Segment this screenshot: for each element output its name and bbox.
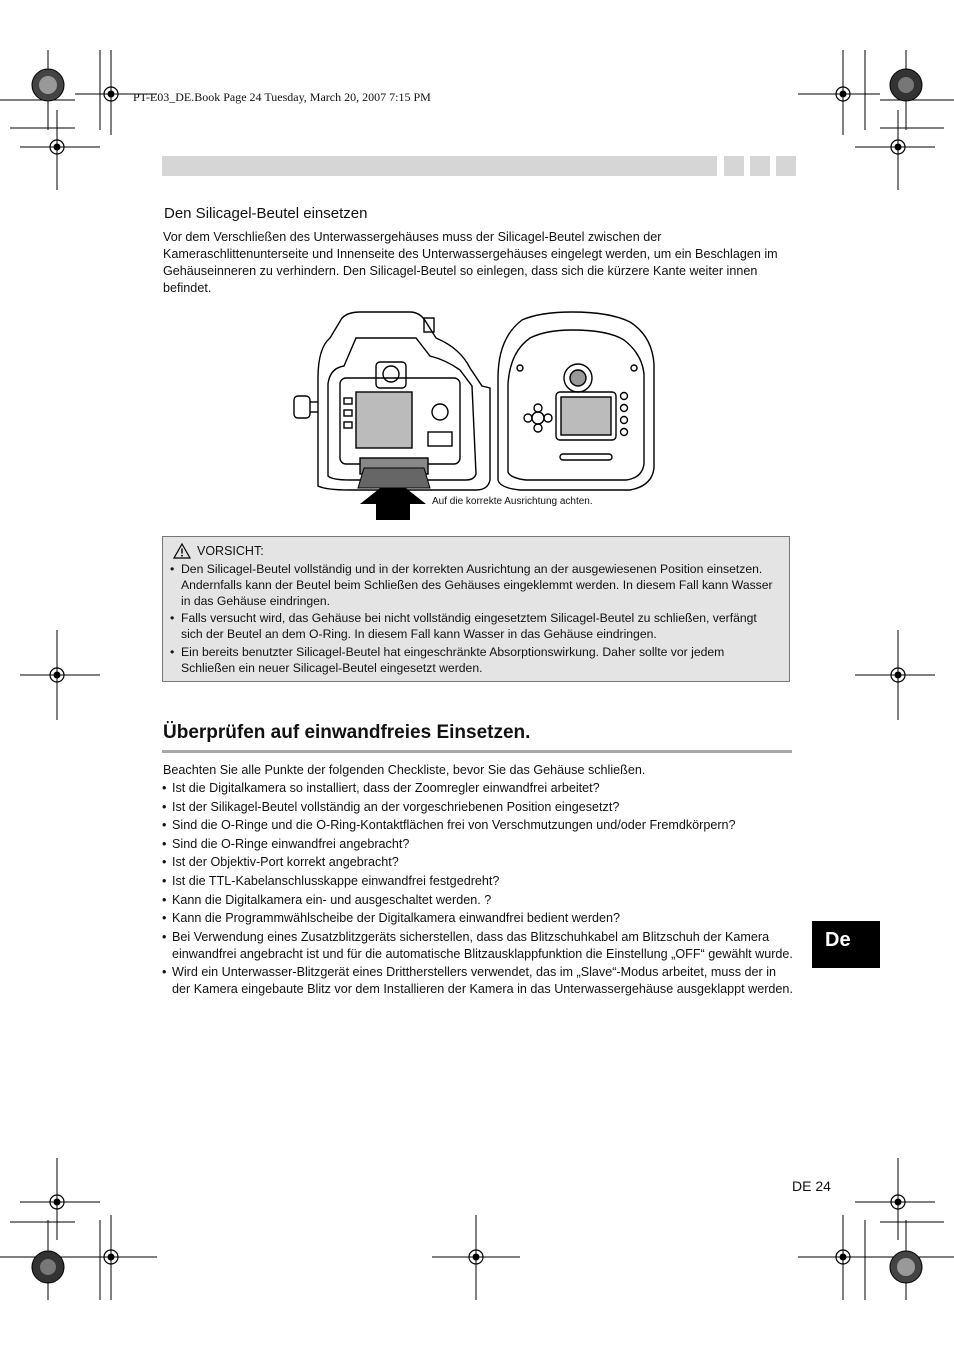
caution-item: • Falls versucht wird, das Gehäuse bei nicht vollständig eingesetztem Silicagel-Beutel zu schließen, verfängt sich der Beutel an dem O-Ring. In diesem Fall kann Wasser in das Gehäuse eindringen.: [169, 611, 781, 643]
print-header: PT-E03_DE.Book Page 24 Tuesday, March 20, 2007 7:15 PM: [133, 90, 431, 104]
checklist-item: • Sind die O-Ringe und die O-Ring-Kontaktflächen frei von Verschmutzungen und/oder Fremdkörpern?: [161, 817, 796, 834]
checklist-item: • Wird ein Unterwasser-Blitzgerät eines Drittherstellers verwendet, das im „Slave“-Modus arbeitet, muss der in der Kamera eingebaute Blitz vor dem Installieren der Kamera in das Unterwassergehäuse ausgeklappt werden.: [161, 964, 796, 998]
header-square-3: [776, 156, 796, 176]
checklist-intro: Beachten Sie alle Punkte der folgenden Checkliste, bevor Sie das Gehäuse schließen.: [163, 763, 646, 777]
checklist-item: • Kann die Digitalkamera ein- und ausgeschaltet werden. ?: [161, 892, 796, 909]
checklist-item: • Ist die Digitalkamera so installiert, dass der Zoomregler einwandfrei arbeitet?: [161, 780, 796, 797]
language-tab: De: [812, 921, 880, 968]
checklist-item: • Bei Verwendung eines Zusatzblitzgeräts sicherstellen, dass das Blitzschuhkabel am Blitzschuh der Kamera einwandfrei angebracht ist und für die automatische Blitzausklappfunktion die Einstellung „OFF“ gewählt wurde.: [161, 929, 796, 963]
header-bar: [162, 156, 717, 176]
caution-box: [162, 536, 790, 682]
checklist-item: • Kann die Programmwählscheibe der Digitalkamera einwandfrei bedient werden?: [161, 910, 796, 927]
checklist-item: • Ist der Objektiv-Port korrekt angebracht?: [161, 854, 796, 871]
figure-caption: Auf die korrekte Ausrichtung achten.: [432, 496, 593, 507]
checklist-item: • Ist der Silikagel-Beutel vollständig an der vorgeschriebenen Position eingesetzt?: [161, 799, 796, 816]
header-square-2: [750, 156, 770, 176]
intro-paragraph: Vor dem Verschließen des Unterwassergehäuses muss der Silicagel-Beutel zwischen der Kameraschlittenunterseite und Innenseite des Unterwassergehäuses eingelegt werden, um ein Beschlagen im Gehäuseinneren zu verhindern. Den Silicagel-Beutel so einlegen, dass sich die kürzere Kante weiter innen befindet.: [163, 230, 778, 295]
section-divider: [162, 750, 792, 753]
caution-item: • Den Silicagel-Beutel vollständig und in der korrekten Ausrichtung an der ausgewiesenen Position einsetzen. Andernfalls kann der Beutel beim Schließen des Gehäuses eingeklemmt werden. In diesem Fall kann Wasser in das Gehäuse eindringen.: [169, 562, 781, 609]
checklist-item: • Ist die TTL-Kabelanschlusskappe einwandfrei festgedreht?: [161, 873, 796, 890]
caution-title: VORSICHT:: [197, 544, 264, 558]
housing-illustration: [290, 308, 680, 520]
caution-list: [169, 562, 781, 679]
caution-item: • Ein bereits benutzter Silicagel-Beutel hat eingeschränkte Absorptionswirkung. Daher sollte vor jedem Schließen ein neuer Silicagel-Beutel eingesetzt werden.: [169, 645, 781, 677]
checklist-item: • Sind die O-Ringe einwandfrei angebracht?: [161, 836, 796, 853]
page-number: DE 24: [792, 1178, 831, 1194]
section-title: Überprüfen auf einwandfreies Einsetzen.: [163, 722, 531, 743]
header-square-1: [724, 156, 744, 176]
sub-heading: Den Silicagel-Beutel einsetzen: [164, 205, 368, 222]
warning-icon: [173, 543, 191, 559]
checklist: [161, 780, 796, 1000]
caution-header: [173, 543, 264, 559]
